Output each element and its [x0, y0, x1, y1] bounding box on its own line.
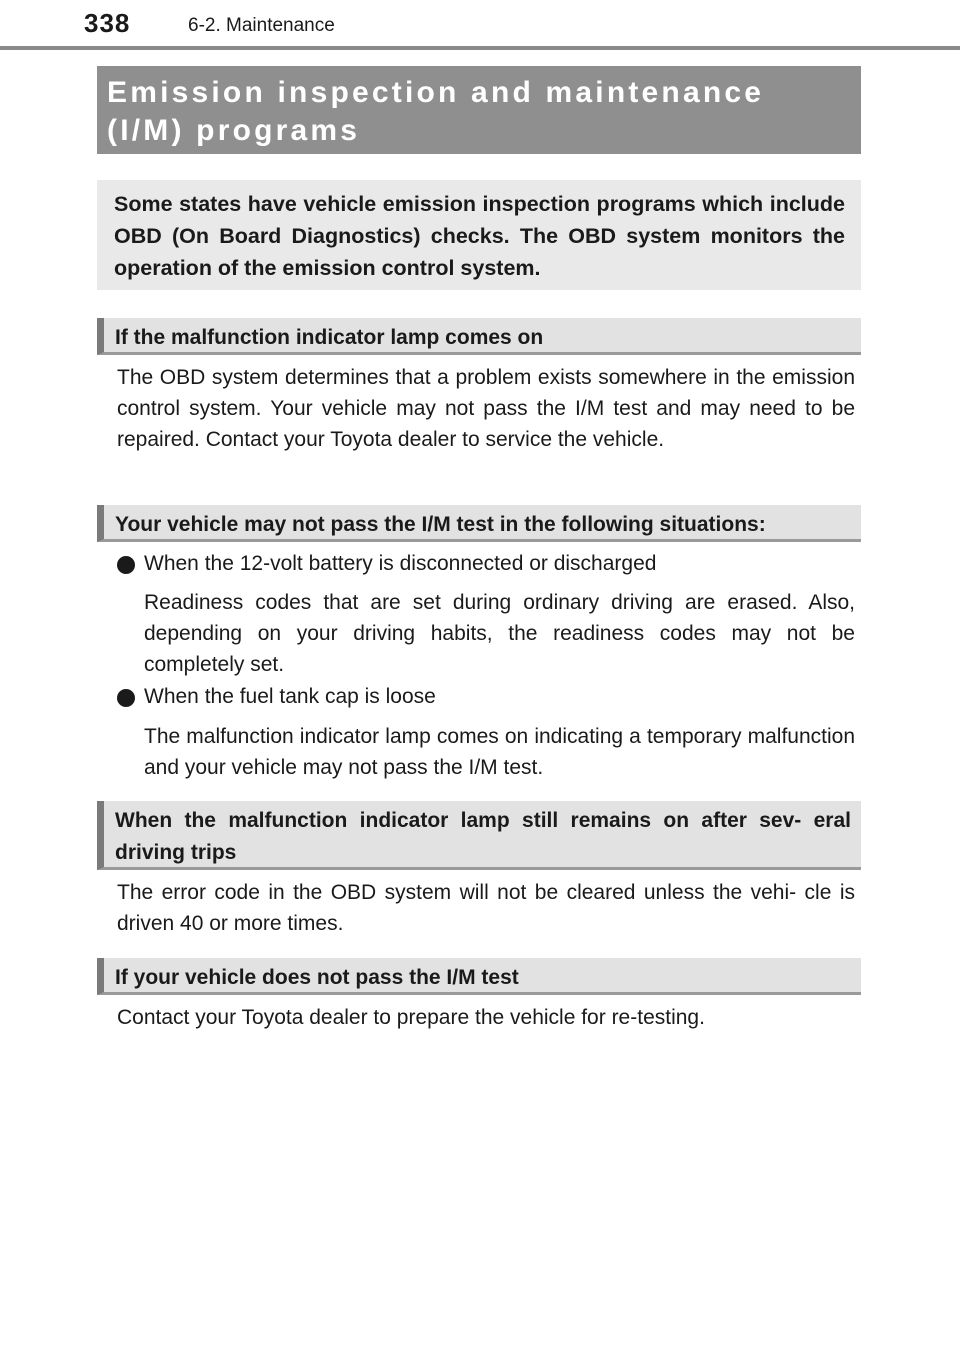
paragraph-lamp-remains-on: The error code in the OBD system will not be cleared unless the vehi- cle is driven 40 or more times. [117, 881, 855, 935]
subheading-does-not-pass [97, 958, 861, 995]
subheading-text: If your vehicle does not pass the I/M test [115, 966, 519, 989]
paragraph-malfunction-lamp-on: The OBD system determines that a problem exists somewhere in the emission control system. Your vehicle may not pass the I/M test and may need to be repaired. Contact your Toyota dealer to service the vehicle. [117, 366, 855, 451]
bullet-detail-battery: Readiness codes that are set during ordinary driving are erased. Also, depending on your driving habits, the readiness codes may not be completely set. [144, 591, 855, 676]
page-number: 338 [84, 8, 131, 38]
intro-box [97, 180, 861, 290]
section-label: 6-2. Maintenance [188, 15, 335, 36]
page-header [0, 0, 960, 50]
page-title: Emission inspection and maintenance (I/M) programs [107, 76, 765, 147]
subheading-may-not-pass [97, 505, 861, 542]
bullet-label-battery: When the 12-volt battery is disconnected or discharged [144, 552, 657, 575]
bullet-detail-fuel-cap: The malfunction indicator lamp comes on indicating a temporary malfunction and your vehicle may not pass the I/M test. [144, 725, 855, 779]
subheading-text: Your vehicle may not pass the I/M test in the following situations: [115, 513, 766, 536]
subheading-text: If the malfunction indicator lamp comes on [115, 326, 544, 349]
title-banner [97, 66, 861, 154]
paragraph-does-not-pass: Contact your Toyota dealer to prepare the vehicle for re-testing. [117, 1006, 705, 1029]
bullet-icon [117, 689, 135, 707]
bullet-icon [117, 556, 135, 574]
bullet-label-fuel-cap: When the fuel tank cap is loose [144, 685, 436, 708]
subheading-text: When the malfunction indicator lamp still remains on after sev- eral driving trips [115, 809, 851, 864]
subheading-lamp-remains-on [97, 801, 861, 870]
intro-text: Some states have vehicle emission inspection programs which include OBD (On Board Diagnostics) checks. The OBD system monitors the operation of the emission control system. [114, 192, 845, 280]
header-rule [0, 46, 960, 50]
subheading-malfunction-lamp-on [97, 318, 861, 355]
